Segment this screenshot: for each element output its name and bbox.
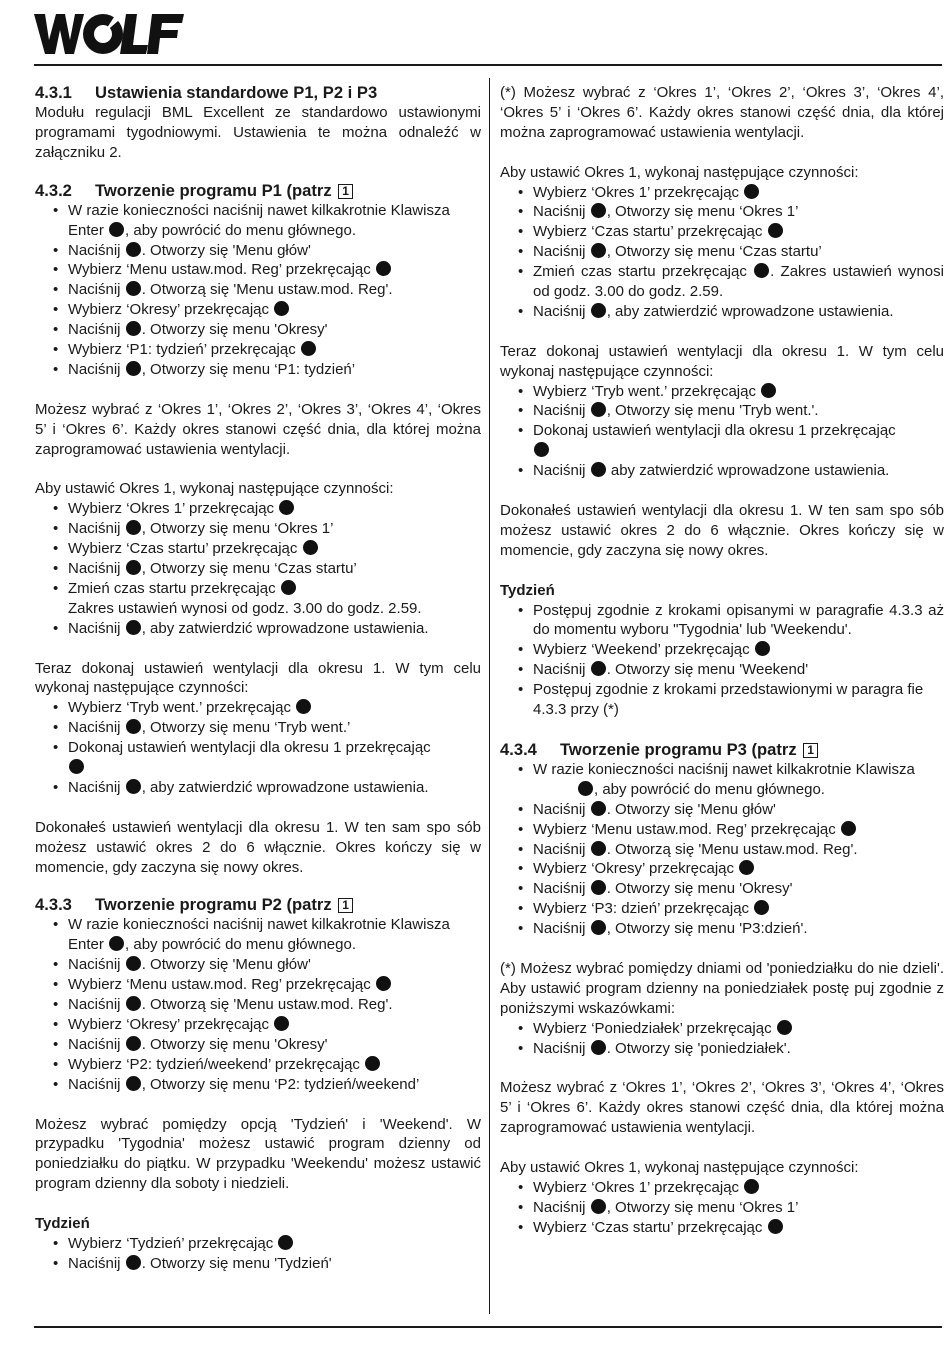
set-period-intro: Aby ustawić Okres 1, wykonaj następujące czynności:	[500, 1159, 859, 1177]
wolf-logo-icon	[34, 12, 194, 56]
list-item: • Wybierz ‘Czas startu’ przekręcając	[35, 539, 481, 559]
knob-icon	[109, 222, 124, 237]
section-heading-4-3-4: 4.3.4 Tworzenie programu P3 (patrz 1	[500, 740, 944, 760]
list-item: • Dokonaj ustawień wentylacji dla okresu 1 przekręcając	[500, 421, 944, 461]
knob-icon	[126, 361, 141, 376]
list-item: • Naciśnij . Otworzy się menu 'Weekend'	[500, 660, 944, 680]
knob-icon	[109, 936, 124, 951]
knob-icon	[841, 821, 856, 836]
list-item: • Wybierz ‘Okres 1’ przekręcając	[500, 183, 944, 203]
list-item: • Wybierz ‘Okres 1’ przekręcając	[500, 1178, 944, 1198]
knob-icon	[591, 402, 606, 417]
section-heading-4-3-2: 4.3.2 Tworzenie programu P1 (patrz 1	[35, 181, 481, 201]
list-item: • Wybierz ‘Menu ustaw.mod. Reg’ przekręcając	[500, 820, 944, 840]
periods-paragraph: Możesz wybrać z ‘Okres 1’, ‘Okres 2’, ‘Okres 3’, ‘Okres 4’, ‘Okres 5’ i ‘Okres 6’. Każdy okres stanowi część dnia, dla której można zaprogramować ustawienia wentylacji.	[35, 400, 481, 458]
knob-icon	[126, 281, 141, 296]
knob-icon	[376, 261, 391, 276]
tydzien-heading: Tydzień	[500, 581, 555, 599]
knob-icon	[744, 1179, 759, 1194]
list-item: • Naciśnij , aby zatwierdzić wprowadzone ustawienia.	[500, 302, 944, 322]
period-steps-list	[500, 183, 944, 322]
list-item: • Naciśnij , Otworzy się menu ‘Czas startu’	[500, 242, 944, 262]
list-item: • Wybierz ‘Tryb went.’ przekręcając	[500, 382, 944, 402]
knob-icon	[278, 1235, 293, 1250]
days-steps-list	[500, 1019, 944, 1059]
knob-icon	[279, 500, 294, 515]
list-item: • Naciśnij . Otworzy się 'Menu głów'	[35, 955, 481, 975]
knob-icon	[126, 520, 141, 535]
vent-steps-list	[35, 698, 481, 798]
figure-ref-box: 1	[803, 743, 818, 758]
knob-icon	[534, 442, 549, 457]
done-paragraph: Dokonałeś ustawień wentylacji dla okresu 1. W ten sam spo sób możesz ustawić okres 2 do 6 włącznie. Okres kończy się w momencie, gdy zaczyna się nowy okres.	[35, 818, 481, 876]
list-item: • Wybierz ‘Okresy’ przekręcając	[35, 1015, 481, 1035]
knob-icon	[578, 781, 593, 796]
list-item: • Wybierz ‘Weekend’ przekręcając	[500, 640, 944, 660]
knob-icon	[591, 661, 606, 676]
knob-icon	[126, 1076, 141, 1091]
list-item: • Naciśnij . Otworzą się 'Menu ustaw.mod. Reg'.	[35, 995, 481, 1015]
list-item: • Naciśnij , Otworzy się menu ‘Okres 1’	[500, 1198, 944, 1218]
list-item: • Naciśnij . Otworzą się 'Menu ustaw.mod. Reg'.	[500, 840, 944, 860]
column-divider	[489, 78, 490, 1314]
knob-icon	[126, 620, 141, 635]
knob-icon	[591, 1040, 606, 1055]
list-item: • Wybierz ‘Okresy’ przekręcając	[500, 859, 944, 879]
knob-icon	[591, 303, 606, 318]
footer-rule	[34, 1326, 942, 1328]
list-item: • Postępuj zgodnie z krokami przedstawionymi w paragra fie 4.3.3 przy (*)	[500, 680, 944, 720]
list-item: • W razie konieczności naciśnij nawet kilkakrotnie Klawisza Enter , aby powrócić do menu głównego.	[35, 915, 481, 955]
section-heading-4-3-1: 4.3.1 Ustawienia standardowe P1, P2 i P3	[35, 83, 378, 102]
list-item: • Wybierz ‘P2: tydzień/weekend’ przekręcając	[35, 1055, 481, 1075]
knob-icon	[591, 1199, 606, 1214]
knob-icon	[126, 1036, 141, 1051]
set-period-intro: Aby ustawić Okres 1, wykonaj następujące czynności:	[500, 163, 859, 181]
done-paragraph: Dokonałeś ustawień wentylacji dla okresu 1. W ten sam spo sób możesz ustawić okres 2 do 6 włącznie. Okres kończy się w momencie, gdy zaczyna się nowy okres.	[500, 501, 944, 559]
knob-icon	[755, 641, 770, 656]
set-period-intro: Aby ustawić Okres 1, wykonaj następujące czynności:	[35, 480, 394, 498]
knob-icon	[768, 223, 783, 238]
p1-steps-list	[35, 201, 481, 380]
list-item: • Wybierz ‘Okres 1’ przekręcając	[35, 499, 481, 519]
list-item: • Naciśnij , aby zatwierdzić wprowadzone ustawienia.	[35, 778, 481, 798]
period-steps-list	[35, 499, 481, 638]
knob-icon	[126, 242, 141, 257]
list-item: • Zmień czas startu przekręcając . Zakres ustawień wynosi od godz. 3.00 do godz. 2.59.	[500, 262, 944, 302]
list-item: • Dokonaj ustawień wentylacji dla okresu 1 przekręcając	[35, 738, 481, 778]
list-item: • Wybierz ‘Menu ustaw.mod. Reg’ przekręcając	[35, 260, 481, 280]
list-item: • Naciśnij , Otworzy się menu ‘P2: tydzień/weekend’	[35, 1075, 481, 1095]
knob-icon	[754, 263, 769, 278]
knob-icon	[591, 243, 606, 258]
tydzien-steps-list	[35, 1234, 481, 1274]
tydzien-heading: Tydzień	[35, 1215, 90, 1233]
list-item: • W razie konieczności naciśnij nawet kilkakrotnie Klawisza , aby powrócić do menu głównego.	[500, 760, 944, 800]
figure-ref-box: 1	[338, 898, 353, 913]
list-item: • Naciśnij , Otworzy się menu ‘P1: tydzień’	[35, 360, 481, 380]
knob-icon	[301, 341, 316, 356]
knob-icon	[739, 860, 754, 875]
knob-icon	[768, 1219, 783, 1234]
list-item: • Naciśnij . Otworzą się 'Menu ustaw.mod. Reg'.	[35, 280, 481, 300]
knob-icon	[365, 1056, 380, 1071]
knob-icon	[591, 841, 606, 856]
vent-steps-list	[500, 382, 944, 482]
list-item: • Wybierz ‘Czas startu’ przekręcając	[500, 222, 944, 242]
knob-icon	[126, 996, 141, 1011]
knob-icon	[754, 900, 769, 915]
knob-icon	[126, 1255, 141, 1270]
knob-icon	[591, 801, 606, 816]
list-item: • Naciśnij aby zatwierdzić wprowadzone ustawienia.	[500, 461, 944, 481]
right-column	[500, 83, 944, 1238]
wolf-logo	[34, 12, 194, 56]
list-item: • W razie konieczności naciśnij nawet kilkakrotnie Klawisza Enter , aby powrócić do menu głównego.	[35, 201, 481, 241]
list-item: • Wybierz ‘Poniedziałek’ przekręcając	[500, 1019, 944, 1039]
list-item: • Naciśnij , Otworzy się menu ‘Tryb went.’	[35, 718, 481, 738]
list-item: • Naciśnij , Otworzy się menu ‘Okres 1’	[35, 519, 481, 539]
list-item: • Naciśnij . Otworzy się menu 'Okresy'	[35, 1035, 481, 1055]
left-column	[35, 83, 481, 1274]
periods-paragraph: Możesz wybrać z ‘Okres 1’, ‘Okres 2’, ‘Okres 3’, ‘Okres 4’, ‘Okres 5’ i ‘Okres 6’. Każdy okres stanowi część dnia, dla której można zaprogramować ustawienia wentylacji.	[500, 1079, 944, 1137]
knob-icon	[761, 383, 776, 398]
list-item: • Naciśnij . Otworzy się 'Menu głów'	[35, 241, 481, 261]
list-item: • Wybierz ‘P3: dzień’ przekręcając	[500, 899, 944, 919]
knob-icon	[274, 301, 289, 316]
list-item: • Naciśnij . Otworzy się 'Menu głów'	[500, 800, 944, 820]
list-item: • Naciśnij , Otworzy się menu 'Tryb went.'.	[500, 401, 944, 421]
figure-ref-box: 1	[338, 184, 353, 199]
p2-steps-list	[35, 915, 481, 1094]
list-item: • Naciśnij . Otworzy się menu 'Tydzień'	[35, 1254, 481, 1274]
period-steps-list-2	[500, 1178, 944, 1238]
list-item: • Wybierz ‘Tydzień’ przekręcając	[35, 1234, 481, 1254]
list-item: • Zmień czas startu przekręcając Zakres ustawień wynosi od godz. 3.00 do godz. 2.59.	[35, 579, 481, 619]
knob-icon	[274, 1016, 289, 1031]
knob-icon	[281, 580, 296, 595]
knob-icon	[296, 699, 311, 714]
knob-icon	[744, 184, 759, 199]
knob-icon	[126, 779, 141, 794]
ventilation-intro: Teraz dokonaj ustawień wentylacji dla okresu 1. W tym celu wykonaj następujące czynności:	[500, 342, 944, 380]
knob-icon	[591, 462, 606, 477]
list-item: • Naciśnij , Otworzy się menu ‘Okres 1’	[500, 202, 944, 222]
list-item: • Wybierz ‘Okresy’ przekręcając	[35, 300, 481, 320]
list-item: • Wybierz ‘Czas startu’ przekręcając	[500, 1218, 944, 1238]
list-item: • Naciśnij , Otworzy się menu 'P3:dzień'.	[500, 919, 944, 939]
list-item: • Naciśnij , aby zatwierdzić wprowadzone ustawienia.	[35, 619, 481, 639]
section-heading-4-3-3: 4.3.3 Tworzenie programu P2 (patrz 1	[35, 895, 481, 915]
days-paragraph: (*) Możesz wybrać pomiędzy dniami od 'poniedziałku do nie dzieli'. Aby ustawić program dzienny na poniedziałek postę puj zgodnie z poniższymi wskazówkami:	[500, 959, 944, 1017]
list-item: • Wybierz ‘P1: tydzień’ przekręcając	[35, 340, 481, 360]
knob-icon	[376, 976, 391, 991]
knob-icon	[303, 540, 318, 555]
week-steps-list	[500, 601, 944, 720]
knob-icon	[591, 203, 606, 218]
list-item: • Naciśnij , Otworzy się menu ‘Czas startu’	[35, 559, 481, 579]
list-item: • Naciśnij . Otworzy się menu 'Okresy'	[500, 879, 944, 899]
knob-icon	[126, 719, 141, 734]
knob-icon	[69, 759, 84, 774]
continued-paragraph: (*) Możesz wybrać z ‘Okres 1’, ‘Okres 2’, ‘Okres 3’, ‘Okres 4’, ‘Okres 5’ i ‘Okres 6’. Każdy okres stanowi część dnia, dla której można zaprogramować ustawienia wentylacji.	[500, 84, 944, 141]
p3-steps-list	[500, 760, 944, 939]
week-choice-paragraph: Możesz wybrać pomiędzy opcją 'Tydzień' i 'Weekend'. W przypadku 'Tygodnia' możesz ustawić program dzienny od poniedziałku do piątku. W przypadku 'Weekendu' możesz ustawić program dzienny dla soboty i niedzieli.	[35, 1115, 481, 1193]
header-rule	[34, 64, 942, 66]
intro-paragraph: Modułu regulacji BML Excellent ze standardowo ustawionymi programami tygodniowymi. Ustawienia te można odnaleźć w załączniku 2.	[35, 104, 481, 161]
knob-icon	[777, 1020, 792, 1035]
knob-icon	[591, 880, 606, 895]
list-item: • Wybierz ‘Menu ustaw.mod. Reg’ przekręcając	[35, 975, 481, 995]
knob-icon	[126, 956, 141, 971]
list-item: • Postępuj zgodnie z krokami opisanymi w paragrafie 4.3.3 aż do momentu wyboru "Tygodnia' lub 'Weekendu'.	[500, 601, 944, 641]
list-item: • Naciśnij . Otworzy się menu 'Okresy'	[35, 320, 481, 340]
knob-icon	[591, 920, 606, 935]
knob-icon	[126, 560, 141, 575]
knob-icon	[126, 321, 141, 336]
list-item: • Wybierz ‘Tryb went.’ przekręcając	[35, 698, 481, 718]
list-item: • Naciśnij . Otworzy się 'poniedziałek'.	[500, 1039, 944, 1059]
ventilation-intro: Teraz dokonaj ustawień wentylacji dla okresu 1. W tym celu wykonaj następujące czynności:	[35, 659, 481, 697]
